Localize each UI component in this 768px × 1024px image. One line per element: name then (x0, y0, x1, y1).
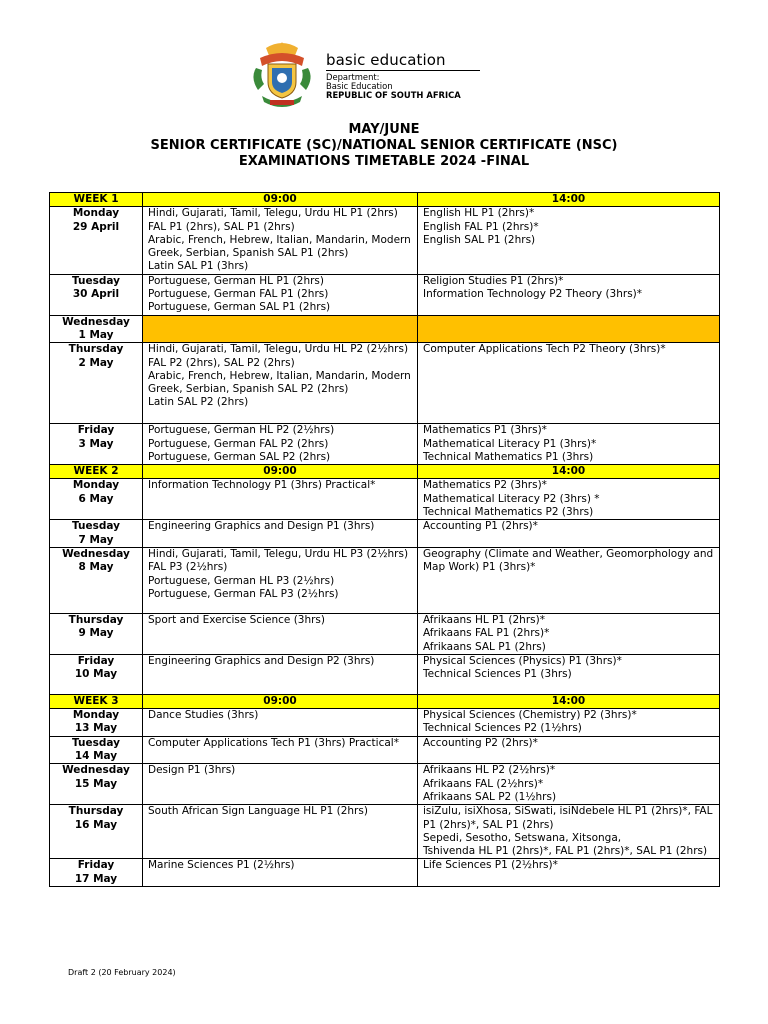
morning-papers-cell (143, 859, 418, 887)
timetable (49, 192, 720, 887)
afternoon-papers-cell (418, 520, 720, 548)
exam-paper-entry: Afrikaans SAL P1 (2hrs) (423, 640, 546, 653)
weekday-label: Thursday (68, 343, 124, 356)
department-name (326, 73, 461, 101)
week-header-row (50, 465, 720, 479)
exam-paper-entry: Geography (Climate and Weather, Geomorphology and Map Work) P1 (3hrs)* (423, 547, 714, 574)
exam-paper-entry: Hindi, Gujarati, Tamil, Telegu, Urdu HL P1 (2hrs) (148, 207, 398, 220)
day-row (50, 315, 720, 343)
date-label: 7 May (78, 533, 114, 546)
weekday-label: Tuesday (72, 736, 120, 749)
exam-paper-entry: Portuguese, German HL P3 (2½hrs) (148, 574, 335, 587)
day-cell (50, 520, 143, 548)
weekday-label: Monday (72, 709, 120, 722)
date-label: 10 May (74, 668, 118, 681)
page-title (0, 122, 768, 170)
day-cell (50, 207, 143, 274)
day-cell (50, 709, 143, 737)
morning-papers-cell (143, 613, 418, 654)
exam-paper-entry: English SAL P1 (2hrs) (423, 233, 536, 246)
exam-paper-entry: Engineering Graphics and Design P2 (3hrs) (148, 654, 375, 667)
day-cell (50, 764, 143, 805)
week-label: WEEK 2 (50, 465, 143, 479)
exam-paper-entry: Design P1 (3hrs) (148, 764, 236, 777)
exam-paper-entry: FAL P1 (2hrs), SAL P1 (2hrs) (148, 220, 295, 233)
morning-papers-cell (143, 709, 418, 737)
day-row (50, 613, 720, 654)
dbe-logo (246, 38, 486, 110)
date-label: 14 May (74, 750, 118, 763)
day-row (50, 709, 720, 737)
exam-paper-entry: FAL P3 (2½hrs) (148, 561, 228, 574)
date-label: 1 May (78, 328, 114, 341)
exam-paper-entry: Sepedi, Sesotho, Setswana, Xitsonga, (423, 831, 622, 844)
exam-paper-entry: Technical Mathematics P2 (3hrs) (423, 506, 594, 519)
exam-paper-entry: Mathematical Literacy P2 (3hrs) * (423, 492, 600, 505)
afternoon-papers-cell (418, 764, 720, 805)
morning-papers-cell (143, 736, 418, 764)
weekday-label: Monday (72, 479, 120, 492)
day-cell (50, 424, 143, 465)
day-row (50, 654, 720, 694)
exam-paper-entry: Afrikaans FAL P1 (2hrs)* (423, 627, 550, 640)
exam-paper-entry: Portuguese, German FAL P3 (2½hrs) (148, 587, 339, 600)
exam-paper-entry: Portuguese, German HL P1 (2hrs) (148, 274, 324, 287)
exam-paper-entry: Afrikaans HL P1 (2hrs)* (423, 613, 545, 626)
footer-draft-note: Draft 2 (20 February 2024) (68, 968, 176, 977)
day-row (50, 805, 720, 859)
exam-paper-entry: isiZulu, isiXhosa, SiSwati, isiNdebele HL P1 (2hrs)*, FAL P1 (2hrs)*, SAL P1 (2hrs) (423, 805, 713, 831)
exam-paper-entry: Arabic, French, Hebrew, Italian, Mandarin, Modern Greek, Serbian, Spanish SAL P1 (2hrs) (148, 233, 411, 260)
morning-papers-cell (143, 424, 418, 465)
exam-paper-entry: Afrikaans HL P2 (2½hrs)* (423, 764, 556, 777)
weekday-label: Friday (77, 654, 115, 667)
date-label: 6 May (78, 492, 114, 505)
day-cell (50, 315, 143, 343)
exam-paper-entry: Sport and Exercise Science (3hrs) (148, 613, 326, 626)
week-label: WEEK 1 (50, 193, 143, 207)
day-row (50, 424, 720, 465)
afternoon-papers-cell (418, 805, 720, 859)
afternoon-papers-cell (418, 654, 720, 694)
day-cell (50, 654, 143, 694)
date-label: 8 May (78, 561, 114, 574)
day-row (50, 207, 720, 274)
day-row (50, 547, 720, 613)
exam-paper-entry: Computer Applications Tech P2 Theory (3hrs)* (423, 343, 666, 356)
session-time-afternoon: 14:00 (418, 694, 720, 708)
afternoon-papers-cell (418, 424, 720, 465)
session-time-afternoon: 14:00 (418, 193, 720, 207)
exam-paper-entry: Mathematics P1 (3hrs)* (423, 424, 547, 437)
weekday-label: Thursday (68, 805, 124, 818)
exam-paper-entry: Technical Sciences P1 (3hrs) (423, 668, 572, 681)
dept-line-2: Basic Education (326, 81, 393, 92)
afternoon-papers-cell (418, 547, 720, 613)
exam-paper-entry: Information Technology P1 (3hrs) Practical* (148, 479, 376, 492)
date-label: 15 May (74, 777, 118, 790)
exam-paper-entry: Hindi, Gujarati, Tamil, Telegu, Urdu HL P2 (2½hrs) (148, 343, 409, 356)
dept-line-3: REPUBLIC OF SOUTH AFRICA (326, 90, 461, 101)
session-time-morning: 09:00 (143, 193, 418, 207)
exam-paper-entry: Tshivenda HL P1 (2hrs)*, FAL P1 (2hrs)*, SAL P1 (2hrs) (423, 845, 708, 858)
date-label: 29 April (72, 220, 120, 233)
morning-papers-cell (143, 207, 418, 274)
afternoon-papers-cell (418, 343, 720, 424)
exam-paper-entry: Latin SAL P1 (3hrs) (148, 260, 249, 273)
exam-paper-entry: Physical Sciences (Chemistry) P2 (3hrs)* (423, 709, 637, 722)
brand-divider (326, 70, 480, 71)
morning-papers-cell (143, 547, 418, 613)
exam-paper-entry: Mathematics P2 (3hrs)* (423, 479, 547, 492)
weekday-label: Friday (77, 424, 115, 437)
exam-paper-entry: Portuguese, German FAL P1 (2hrs) (148, 288, 329, 301)
morning-papers-cell (143, 274, 418, 315)
day-cell (50, 547, 143, 613)
weekday-label: Wednesday (62, 764, 130, 777)
exam-paper-entry: Religion Studies P1 (2hrs)* (423, 274, 564, 287)
date-label: 9 May (78, 627, 114, 640)
exam-paper-entry: Latin SAL P2 (2hrs) (148, 396, 249, 409)
exam-paper-entry: Technical Sciences P2 (1½hrs) (423, 722, 582, 735)
weekday-label: Tuesday (72, 274, 120, 287)
exam-paper-entry: Engineering Graphics and Design P1 (3hrs) (148, 520, 375, 533)
weekday-label: Thursday (68, 613, 124, 626)
title-line-3: EXAMINATIONS TIMETABLE 2024 -FINAL (238, 154, 530, 169)
morning-papers-cell (143, 343, 418, 424)
exam-paper-entry: Portuguese, German FAL P2 (2hrs) (148, 437, 329, 450)
exam-paper-entry: Computer Applications Tech P1 (3hrs) Practical* (148, 736, 399, 749)
exam-paper-entry: Mathematical Literacy P1 (3hrs)* (423, 437, 597, 450)
week-header-row (50, 193, 720, 207)
date-label: 17 May (74, 872, 118, 885)
exam-paper-entry: Marine Sciences P1 (2½hrs) (148, 859, 295, 872)
exam-paper-entry: Dance Studies (3hrs) (148, 709, 259, 722)
exam-paper-entry: Portuguese, German HL P2 (2½hrs) (148, 424, 335, 437)
session-time-morning: 09:00 (143, 465, 418, 479)
exam-paper-entry: South African Sign Language HL P1 (2hrs) (148, 805, 368, 818)
date-label: 30 April (72, 288, 120, 301)
morning-papers-cell (143, 479, 418, 520)
afternoon-papers-cell (418, 613, 720, 654)
afternoon-papers-cell (418, 859, 720, 887)
morning-papers-cell (143, 805, 418, 859)
weekday-label: Tuesday (72, 520, 120, 533)
day-cell (50, 805, 143, 859)
day-cell (50, 479, 143, 520)
title-line-2: SENIOR CERTIFICATE (SC)/NATIONAL SENIOR CERTIFICATE (NSC) (150, 138, 618, 153)
weekday-label: Monday (72, 207, 120, 220)
session-time-morning: 09:00 (143, 694, 418, 708)
date-label: 13 May (74, 722, 118, 735)
exam-paper-entry: English HL P1 (2hrs)* (423, 207, 535, 220)
exam-paper-entry: Afrikaans SAL P2 (1½hrs) (423, 790, 557, 803)
date-label: 2 May (78, 356, 114, 369)
afternoon-papers-cell (418, 274, 720, 315)
day-row (50, 274, 720, 315)
weekday-label: Wednesday (62, 315, 130, 328)
day-cell (50, 736, 143, 764)
session-time-afternoon: 14:00 (418, 465, 720, 479)
date-label: 16 May (74, 818, 118, 831)
exam-paper-entry: Portuguese, German SAL P1 (2hrs) (148, 301, 331, 314)
afternoon-papers-cell (418, 709, 720, 737)
exam-paper-entry: FAL P2 (2hrs), SAL P2 (2hrs) (148, 356, 295, 369)
exam-paper-entry: Accounting P1 (2hrs)* (423, 520, 538, 533)
afternoon-papers-cell (418, 736, 720, 764)
morning-papers-cell (143, 654, 418, 694)
public-holiday-cell (418, 315, 720, 343)
day-row (50, 343, 720, 424)
exam-paper-entry: Technical Mathematics P1 (3hrs) (423, 450, 594, 463)
title-line-1: MAY/JUNE (348, 122, 420, 137)
exam-paper-entry: Portuguese, German SAL P2 (2hrs) (148, 450, 331, 463)
exam-paper-entry: Accounting P2 (2hrs)* (423, 736, 538, 749)
weekday-label: Wednesday (62, 547, 130, 560)
day-row (50, 736, 720, 764)
coat-of-arms-icon (246, 38, 318, 110)
public-holiday-cell (143, 315, 418, 343)
day-row (50, 520, 720, 548)
exam-paper-entry: Life Sciences P1 (2½hrs)* (423, 859, 558, 872)
morning-papers-cell (143, 764, 418, 805)
weekday-label: Friday (77, 859, 115, 872)
date-label: 3 May (78, 437, 114, 450)
afternoon-papers-cell (418, 479, 720, 520)
day-row (50, 859, 720, 887)
morning-papers-cell (143, 520, 418, 548)
afternoon-papers-cell (418, 207, 720, 274)
exam-paper-entry: Arabic, French, Hebrew, Italian, Mandarin, Modern Greek, Serbian, Spanish SAL P2 (2hrs) (148, 369, 411, 396)
day-row (50, 479, 720, 520)
brand-name: basic education (326, 51, 446, 69)
dept-line-1: Department: (326, 72, 380, 82)
week-label: WEEK 3 (50, 694, 143, 708)
exam-paper-entry: English FAL P1 (2hrs)* (423, 220, 539, 233)
exam-paper-entry: Physical Sciences (Physics) P1 (3hrs)* (423, 654, 622, 667)
day-cell (50, 859, 143, 887)
exam-paper-entry: Hindi, Gujarati, Tamil, Telegu, Urdu HL P3 (2½hrs) (148, 547, 409, 560)
day-cell (50, 613, 143, 654)
day-cell (50, 274, 143, 315)
exam-paper-entry: Afrikaans FAL (2½hrs)* (423, 777, 544, 790)
week-header-row (50, 694, 720, 708)
exam-paper-entry: Information Technology P2 Theory (3hrs)* (423, 288, 643, 301)
day-row (50, 764, 720, 805)
day-cell (50, 343, 143, 424)
